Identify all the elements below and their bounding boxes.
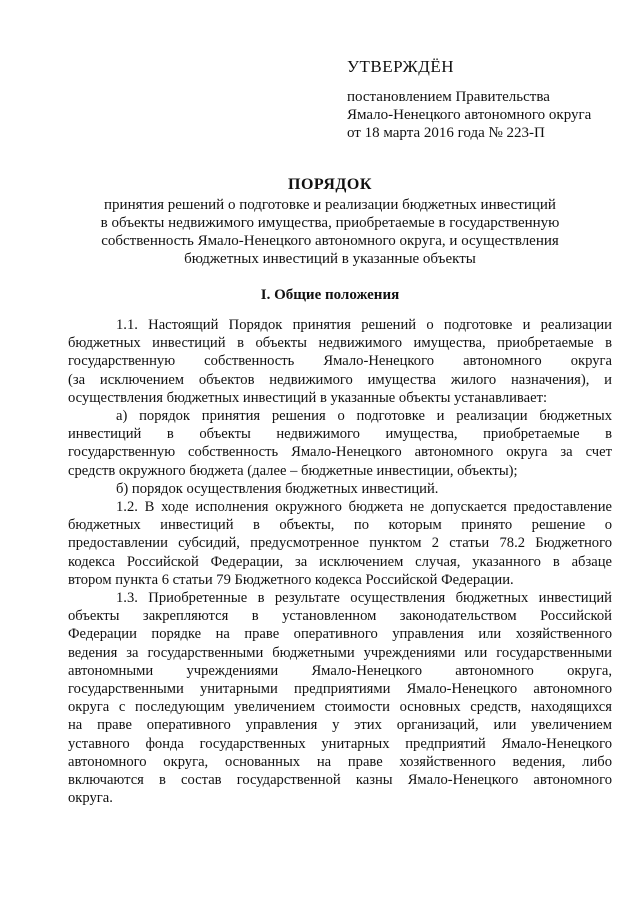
title-heading: ПОРЯДОК xyxy=(288,176,372,193)
paragraph-line: 1.2. В ходе исполнения окружного бюджета не допускается предоставление xyxy=(116,499,612,516)
paragraph-line: уставного фонда государственных унитарных предприятий Ямало-Ненецкого xyxy=(68,735,612,752)
paragraph-line: 1.1. Настоящий Порядок принятия решений о подготовке и реализации xyxy=(116,317,612,333)
paragraph-line: предоставлении субсидий, предусмотренное пунктом 2 статьи 78.2 Бюджетного xyxy=(68,535,612,552)
body-text xyxy=(68,316,612,807)
paragraph-line: на праве оперативного управления у этих организаций, или увеличением xyxy=(68,717,612,734)
paragraph-line: ведения за государственными бюджетными учреждениями или государственными xyxy=(68,644,612,661)
paragraph-line: кодекса Российской Федерации, за исключением случая, указанного в абзаце xyxy=(68,553,612,570)
paragraph-line: средств окружного бюджета (далее – бюджетные инвестиции, объекты); xyxy=(68,462,518,479)
document-title xyxy=(80,176,580,268)
title-line: принятия решений о подготовке и реализации бюджетных инвестиций xyxy=(104,197,556,213)
paragraph-line: государственную собственность Ямало-Ненецкого автономного округа за счет xyxy=(68,444,612,461)
approval-stamp: УТВЕРЖДЁН xyxy=(347,57,454,76)
approval-block xyxy=(347,58,607,142)
paragraph-line: округа. xyxy=(68,790,113,807)
paragraph-line: Федерации порядке на праве оперативного управления или хозяйственного xyxy=(68,626,612,643)
title-line: в объекты недвижимого имущества, приобретаемые в государственную xyxy=(100,215,560,231)
title-line: собственность Ямало-Ненецкого автономного округа, и осуществления xyxy=(101,233,559,249)
paragraph-line: (за исключением объектов недвижимого имущества жилого назначения), и xyxy=(68,371,612,388)
paragraph-line: 1.3. Приобретенные в результате осуществления бюджетных инвестиций xyxy=(116,590,612,607)
approval-line: от 18 марта 2016 года № 223-П xyxy=(347,125,545,141)
section-heading: I. Общие положения xyxy=(260,287,400,303)
paragraph-line: включаются в состав государственной казны Ямало-Ненецкого автономного xyxy=(68,772,612,789)
paragraph-line: автономного округа, основанных на праве хозяйственного ведения, либо xyxy=(68,753,612,770)
paragraph-line: объекты закрепляются в установленном законодательством Российской xyxy=(68,608,612,625)
paragraph-line: осуществления бюджетных инвестиций в указанные объекты устанавливает: xyxy=(68,389,547,406)
paragraph-line: округа с последующим увеличением стоимости основных средств, находящихся xyxy=(68,699,612,716)
paragraph-line: инвестиций в объекты недвижимого имущества, приобретаемые в xyxy=(68,426,612,443)
approval-line: Ямало-Ненецкого автономного округа xyxy=(347,107,592,123)
approval-line: постановлением Правительства xyxy=(347,89,550,105)
paragraph-line: бюджетных инвестиций в объекты недвижимого имущества, приобретаемые в xyxy=(68,335,612,352)
paragraph-line: бюджетных инвестиций в объекты, по которым принято решение о xyxy=(68,517,612,534)
paragraph-line: а) порядок принятия решения о подготовке и реализации бюджетных xyxy=(116,408,612,425)
paragraph-line: государственными унитарными предприятиями Ямало-Ненецкого автономного xyxy=(68,681,612,698)
paragraph-line: втором пункта 6 статьи 79 Бюджетного кодекса Российской Федерации. xyxy=(68,571,514,588)
paragraph-line: б) порядок осуществления бюджетных инвестиций. xyxy=(116,480,439,497)
title-line: бюджетных инвестиций в указанные объекты xyxy=(184,251,476,267)
paragraph-line: автономными учреждениями Ямало-Ненецкого автономного округа, xyxy=(68,662,612,679)
paragraph-line: государственную собственность Ямало-Ненецкого автономного округа xyxy=(68,353,612,370)
